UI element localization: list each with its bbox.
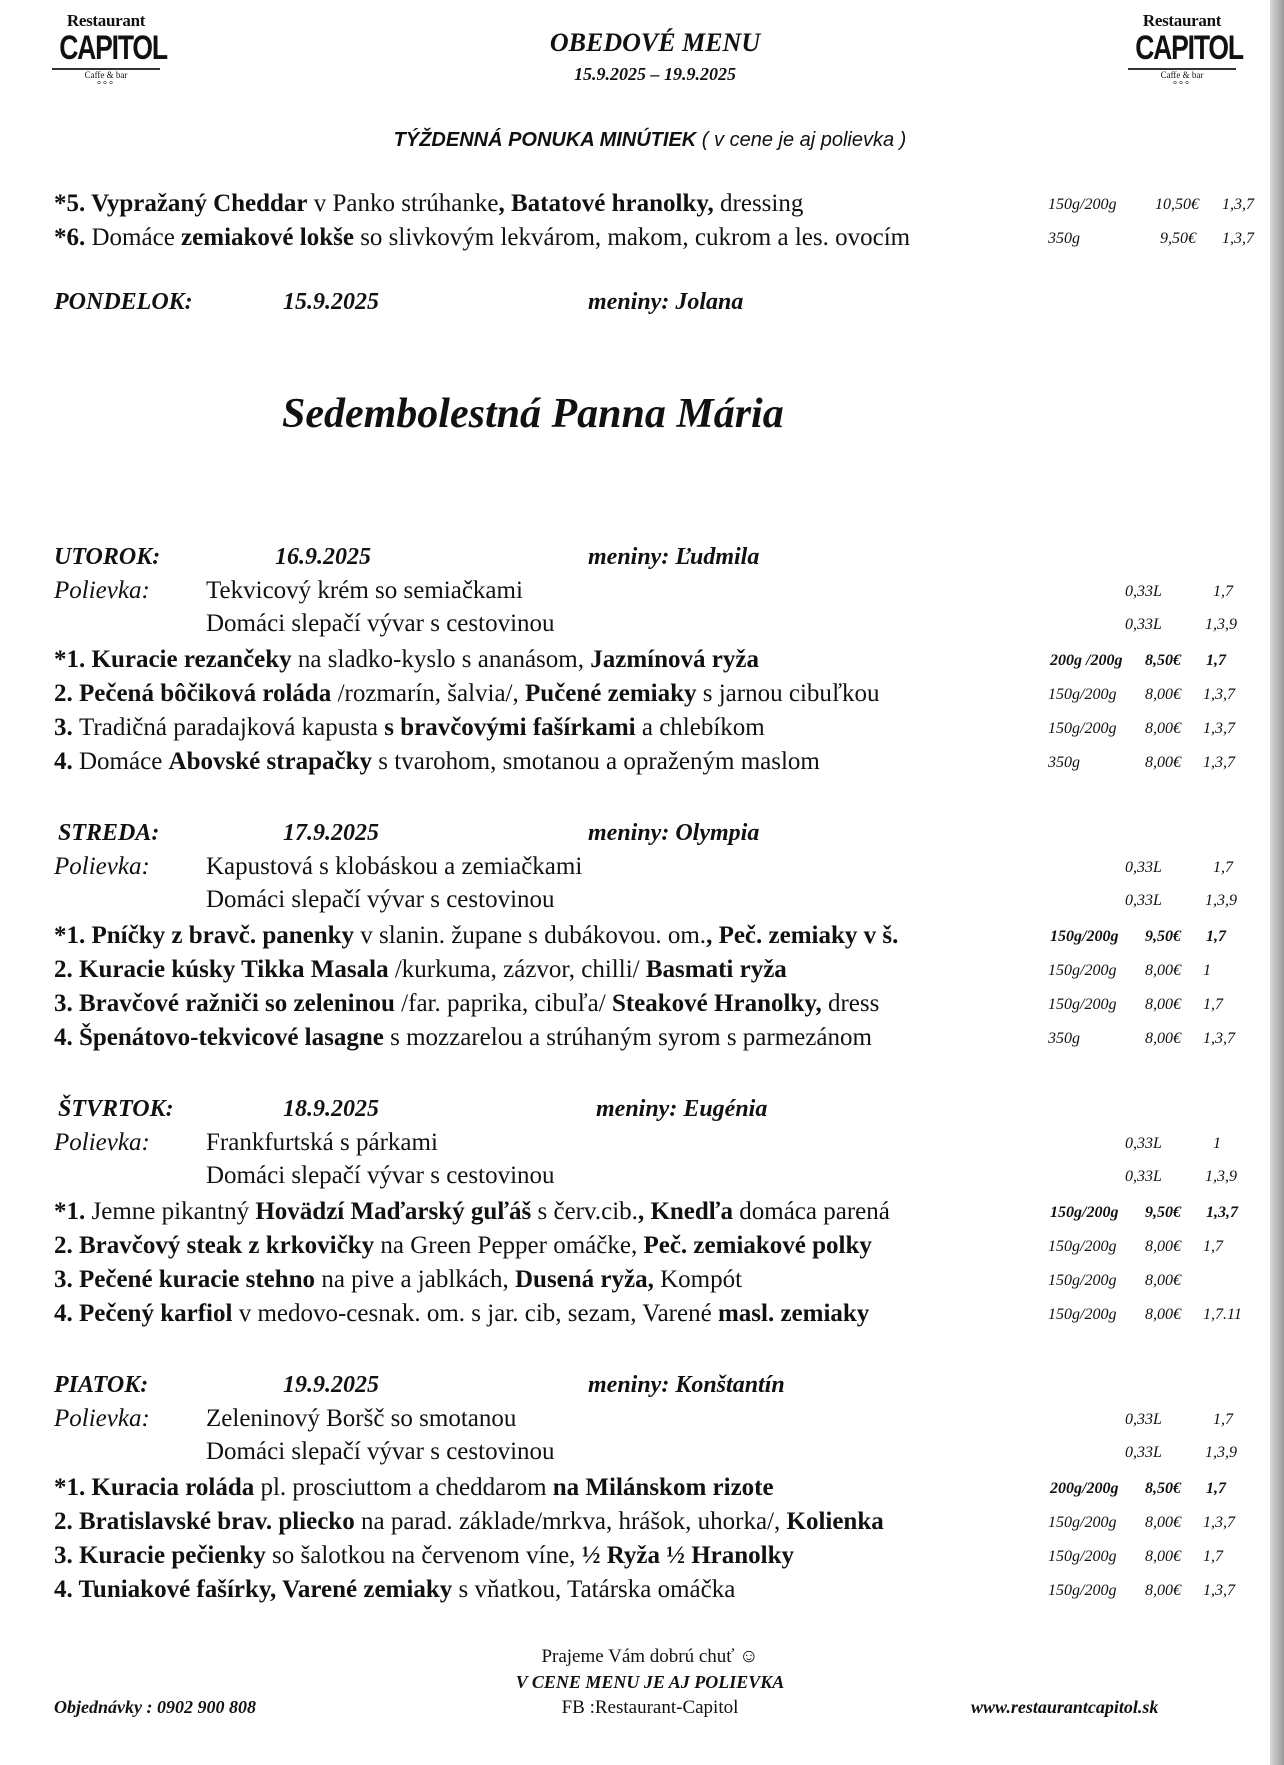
soup-row bbox=[0, 853, 1270, 885]
item-allergens: 1,3,7 bbox=[1203, 754, 1235, 771]
monday-nameday: meniny: Jolana bbox=[588, 289, 744, 315]
weekly-item-text bbox=[54, 224, 910, 252]
logo-ornament: °°° bbox=[97, 80, 115, 91]
item-text-segment: so šalotkou na červenom víne, bbox=[265, 1542, 582, 1569]
item-text-segment: a chlebíkom bbox=[635, 714, 765, 741]
item-text-segment: ½ Ryža ½ Hranolky bbox=[581, 1542, 795, 1569]
item-weight: 150g/200g bbox=[1048, 720, 1117, 737]
item-text-segment: Kolienka bbox=[786, 1508, 884, 1535]
soup-row bbox=[0, 577, 1270, 609]
meal-row bbox=[0, 922, 1270, 954]
item-price: 8,00€ bbox=[1145, 1306, 1181, 1323]
meal-row bbox=[0, 1300, 1270, 1332]
item-weight: 350g bbox=[1048, 754, 1080, 771]
item-text-segment: s jarnou cibuľkou bbox=[696, 680, 880, 707]
item-text-segment: Abovské strapačky bbox=[168, 748, 373, 775]
soup-label: Polievka: bbox=[54, 1405, 150, 1432]
soup-label: Polievka: bbox=[54, 577, 150, 604]
item-text-segment: Pučené zemiaky bbox=[525, 680, 697, 707]
meal-row bbox=[0, 1542, 1270, 1574]
monday-holiday: Sedembolestná Panna Mária bbox=[282, 391, 784, 437]
soup-name: Frankfurtská s párkami bbox=[206, 1129, 438, 1156]
meal-row bbox=[0, 1024, 1270, 1056]
meal-text bbox=[54, 1576, 735, 1604]
logo-left bbox=[46, 12, 166, 112]
item-text-segment: masl. zemiaky bbox=[717, 1300, 870, 1327]
item-allergens: 1 bbox=[1203, 962, 1211, 979]
monday-day: PONDELOK: bbox=[54, 289, 193, 315]
item-text-segment: , Knedľa bbox=[637, 1198, 734, 1225]
meal-text bbox=[54, 646, 759, 674]
soup-name: Domáci slepačí vývar s cestovinou bbox=[206, 610, 555, 637]
item-weight: 150g/200g bbox=[1048, 686, 1117, 703]
logo-main-text: CAPITOL bbox=[59, 29, 167, 67]
footer-orders-phone: Objednávky : 0902 900 808 bbox=[54, 1697, 256, 1717]
item-price: 9,50€ bbox=[1160, 230, 1196, 247]
item-text-segment: 2. Kuracie kúsky Tikka Masala bbox=[54, 956, 389, 983]
item-text-segment: 3. bbox=[54, 714, 79, 741]
item-text-segment: dress bbox=[821, 990, 880, 1017]
logo-top-text: Restaurant bbox=[66, 11, 146, 30]
day-name: STREDA: bbox=[58, 820, 160, 846]
item-weight: 150g/200g bbox=[1050, 928, 1119, 945]
item-weight: 0,33L bbox=[1125, 583, 1162, 600]
meal-text bbox=[54, 1542, 794, 1570]
item-weight: 0,33L bbox=[1125, 1168, 1162, 1185]
item-text-segment: /far. paprika, cibuľa/ bbox=[394, 990, 612, 1017]
item-price: 8,00€ bbox=[1145, 1238, 1181, 1255]
soup-name: Domáci slepačí vývar s cestovinou bbox=[206, 886, 555, 913]
item-price: 8,00€ bbox=[1145, 1582, 1181, 1599]
item-weight: 0,33L bbox=[1125, 1411, 1162, 1428]
logo-sub-text: Caffe & bar bbox=[84, 70, 128, 80]
item-text-segment: Dusená ryža, bbox=[514, 1266, 654, 1293]
item-price: 8,50€ bbox=[1145, 1480, 1181, 1497]
item-text-segment: *1. Kuracia roláda bbox=[54, 1474, 255, 1501]
item-text-segment: /rozmarín, šalvia/, bbox=[331, 680, 526, 707]
item-text-segment: 4. Špenátovo-tekvicové lasagne bbox=[54, 1024, 384, 1051]
item-text-segment: Domáce bbox=[79, 748, 169, 775]
weekly-offer-heading bbox=[0, 129, 1284, 152]
day-nameday: meniny: Konštantín bbox=[588, 1372, 785, 1398]
item-weight: 150g/200g bbox=[1048, 1514, 1117, 1531]
logo-main-text: CAPITOL bbox=[1135, 29, 1243, 67]
item-text-segment: so slivkovým lekvárom, makom, cukrom a les. ovocím bbox=[353, 224, 911, 251]
item-text-segment: 3. Kuracie pečienky bbox=[54, 1542, 266, 1569]
logo-ornament: °°° bbox=[1173, 80, 1191, 91]
meal-text bbox=[54, 1474, 774, 1502]
item-text-segment: 4. bbox=[54, 748, 79, 775]
item-weight: 350g bbox=[1048, 230, 1080, 247]
item-text-segment: na sladko-kyslo s ananásom, bbox=[291, 646, 591, 673]
item-text-segment: /kurkuma, zázvor, chilli/ bbox=[388, 956, 646, 983]
meal-text bbox=[54, 922, 898, 950]
item-text-segment: , Batatové hranolky, bbox=[498, 190, 714, 217]
meal-text bbox=[54, 714, 765, 742]
item-weight: 150g/200g bbox=[1048, 1548, 1117, 1565]
item-text-segment: *6. bbox=[54, 224, 92, 251]
day-name: UTOROK: bbox=[54, 544, 161, 570]
item-text-segment: s mozzarelou a strúhaným syrom s parmezánom bbox=[383, 1024, 872, 1051]
item-text-segment: s tvarohom, smotanou a opraženým maslom bbox=[372, 748, 820, 775]
item-allergens: 1,3,7 bbox=[1222, 196, 1254, 213]
item-text-segment: Kompót bbox=[653, 1266, 743, 1293]
item-text-segment: 2. Bratislavské brav. pliecko bbox=[54, 1508, 355, 1535]
monday-date: 15.9.2025 bbox=[283, 289, 379, 315]
day-name: ŠTVRTOK: bbox=[58, 1096, 174, 1122]
soup-row bbox=[0, 1405, 1270, 1437]
item-text-segment: Vypražaný Cheddar bbox=[91, 190, 308, 217]
item-text-segment: na Milánskom rizote bbox=[552, 1474, 774, 1501]
item-allergens: 1,3,9 bbox=[1205, 1444, 1237, 1461]
weekly-offer-title: TÝŽDENNÁ PONUKA MINÚTIEK bbox=[393, 129, 697, 151]
item-text-segment: 4. Tuniakové fašírky, Varené zemiaky bbox=[54, 1576, 453, 1603]
item-price: 8,00€ bbox=[1145, 962, 1181, 979]
item-text-segment: v Panko strúhanke bbox=[307, 190, 499, 217]
day-date: 19.9.2025 bbox=[283, 1372, 379, 1398]
day-date: 17.9.2025 bbox=[283, 820, 379, 846]
meal-row bbox=[0, 1198, 1270, 1230]
item-text-segment: s vňatkou, Tatárska omáčka bbox=[452, 1576, 736, 1603]
item-text-segment: Tradičná paradajková kapusta bbox=[79, 714, 385, 741]
item-allergens: 1,3,7 bbox=[1203, 720, 1235, 737]
weekly-item bbox=[0, 224, 1270, 256]
meal-text bbox=[54, 1508, 884, 1536]
item-allergens: 1,3,7 bbox=[1203, 1582, 1235, 1599]
meal-row bbox=[0, 1232, 1270, 1264]
item-text-segment: 2. Pečená bôčiková roláda bbox=[54, 680, 332, 707]
item-allergens: 1,7 bbox=[1206, 652, 1226, 669]
item-weight: 150g/200g bbox=[1048, 1272, 1117, 1289]
day-date: 16.9.2025 bbox=[275, 544, 371, 570]
item-text-segment: v slanin. župane s dubákovou. om. bbox=[354, 922, 707, 949]
item-text-segment: Jemne pikantný bbox=[91, 1198, 256, 1225]
meal-text bbox=[54, 990, 879, 1018]
item-text-segment: zemiakové lokše bbox=[181, 224, 354, 251]
footer-wish: Prajeme Vám dobrú chuť ☺ bbox=[541, 1646, 759, 1667]
item-price: 8,00€ bbox=[1145, 1548, 1181, 1565]
item-weight: 150g/200g bbox=[1048, 1238, 1117, 1255]
item-text-segment: Hovädzí Maďarský guľáš bbox=[255, 1198, 532, 1225]
meal-row bbox=[0, 1474, 1270, 1506]
item-weight: 0,33L bbox=[1125, 616, 1162, 633]
item-weight: 150g/200g bbox=[1048, 996, 1117, 1013]
item-allergens: 1,3,7 bbox=[1203, 1514, 1235, 1531]
item-text-segment: s červ.cib. bbox=[531, 1198, 638, 1225]
item-text-segment: Jazmínová ryža bbox=[590, 646, 759, 673]
soup-name: Kapustová s klobáskou a zemiačkami bbox=[206, 853, 583, 880]
meal-row bbox=[0, 1508, 1270, 1540]
meal-text bbox=[54, 1198, 890, 1226]
soup-name: Domáci slepačí vývar s cestovinou bbox=[206, 1162, 555, 1189]
soup-name: Domáci slepačí vývar s cestovinou bbox=[206, 1438, 555, 1465]
weekly-offer-note: ( v cene je aj polievka ) bbox=[701, 129, 907, 151]
logo-right bbox=[1122, 12, 1242, 112]
item-text-segment: 2. Bravčový steak z krkovičky bbox=[54, 1232, 375, 1259]
item-price: 8,00€ bbox=[1145, 720, 1181, 737]
item-allergens: 1,7 bbox=[1213, 859, 1233, 876]
item-allergens: 1,7 bbox=[1213, 1411, 1233, 1428]
meal-row bbox=[0, 1266, 1270, 1298]
meal-text bbox=[54, 1300, 869, 1328]
item-text-segment: Basmati ryža bbox=[645, 956, 787, 983]
day-nameday: meniny: Eugénia bbox=[596, 1096, 768, 1122]
soup-row bbox=[0, 1438, 1270, 1470]
item-weight: 0,33L bbox=[1125, 1444, 1162, 1461]
item-text-segment: , Peč. zemiaky v š. bbox=[706, 922, 899, 949]
item-allergens: 1,3,9 bbox=[1205, 616, 1237, 633]
item-price: 8,00€ bbox=[1145, 1272, 1181, 1289]
footer-facebook: FB :Restaurant-Capitol bbox=[561, 1697, 739, 1718]
item-weight: 150g/200g bbox=[1048, 1582, 1117, 1599]
item-weight: 200g /200g bbox=[1050, 652, 1123, 669]
item-text-segment: 4. Pečený karfiol bbox=[54, 1300, 233, 1327]
item-allergens: 1,3,7 bbox=[1203, 686, 1235, 703]
item-text-segment: 3. Bravčové ražniči so zeleninou bbox=[54, 990, 395, 1017]
meal-row bbox=[0, 990, 1270, 1022]
item-price: 9,50€ bbox=[1145, 1204, 1181, 1221]
meal-text bbox=[54, 680, 880, 708]
soup-name: Tekvicový krém so semiačkami bbox=[206, 577, 523, 604]
item-text-segment: 3. Pečené kuracie stehno bbox=[54, 1266, 316, 1293]
item-text-segment: pl. prosciuttom a cheddarom bbox=[254, 1474, 553, 1501]
item-price: 8,00€ bbox=[1145, 754, 1181, 771]
item-allergens: 1,7 bbox=[1203, 1238, 1223, 1255]
soup-label: Polievka: bbox=[54, 853, 150, 880]
soup-row bbox=[0, 886, 1270, 918]
item-weight: 150g/200g bbox=[1048, 962, 1117, 979]
item-weight: 150g/200g bbox=[1050, 1204, 1119, 1221]
item-text-segment: dressing bbox=[713, 190, 804, 217]
logo-sub-text: Caffe & bar bbox=[1160, 70, 1204, 80]
item-weight: 150g/200g bbox=[1048, 1306, 1117, 1323]
item-text-segment: *1. Kuracie rezančeky bbox=[54, 646, 292, 673]
item-text-segment: domáca parená bbox=[733, 1198, 890, 1225]
item-allergens: 1,3,7 bbox=[1206, 1204, 1238, 1221]
item-text-segment: s bravčovými fašírkami bbox=[384, 714, 636, 741]
meal-row bbox=[0, 646, 1270, 678]
weekly-item-text bbox=[54, 190, 803, 218]
item-price: 8,00€ bbox=[1145, 1030, 1181, 1047]
day-nameday: meniny: Ľudmila bbox=[588, 544, 760, 570]
item-allergens: 1,7.11 bbox=[1203, 1306, 1242, 1323]
item-allergens: 1,3,7 bbox=[1222, 230, 1254, 247]
item-text-segment: v medovo-cesnak. om. s jar. cib, sezam, Varené bbox=[232, 1300, 718, 1327]
meal-text bbox=[54, 1266, 742, 1294]
menu-title: OBEDOVÉ MENU bbox=[549, 28, 761, 57]
item-text-segment: Peč. zemiakové polky bbox=[643, 1232, 872, 1259]
day-nameday: meniny: Olympia bbox=[588, 820, 760, 846]
meal-row bbox=[0, 714, 1270, 746]
item-price: 9,50€ bbox=[1145, 928, 1181, 945]
meal-row bbox=[0, 956, 1270, 988]
footer-website[interactable]: www.restaurantcapitol.sk bbox=[971, 1697, 1159, 1717]
item-allergens: 1 bbox=[1213, 1135, 1221, 1152]
item-price: 8,00€ bbox=[1145, 686, 1181, 703]
item-weight: 200g/200g bbox=[1050, 1480, 1119, 1497]
item-price: 8,00€ bbox=[1145, 1514, 1181, 1531]
item-text-segment: *5. bbox=[54, 190, 92, 217]
item-weight: 0,33L bbox=[1125, 892, 1162, 909]
soup-row bbox=[0, 610, 1270, 642]
meal-text bbox=[54, 1024, 872, 1052]
meal-text bbox=[54, 956, 787, 984]
item-allergens: 1,7 bbox=[1203, 1548, 1223, 1565]
item-text-segment: na parad. základe/mrkva, hrášok, uhorka/, bbox=[354, 1508, 787, 1535]
item-allergens: 1,3,7 bbox=[1203, 1030, 1235, 1047]
item-weight: 0,33L bbox=[1125, 1135, 1162, 1152]
item-text-segment: Domáce bbox=[91, 224, 182, 251]
meal-row bbox=[0, 748, 1270, 780]
item-allergens: 1,7 bbox=[1206, 1480, 1226, 1497]
item-text-segment: *1. Pníčky z bravč. panenky bbox=[54, 922, 355, 949]
item-allergens: 1,3,9 bbox=[1205, 1168, 1237, 1185]
item-allergens: 1,7 bbox=[1213, 583, 1233, 600]
item-weight: 0,33L bbox=[1125, 859, 1162, 876]
item-price: 8,00€ bbox=[1145, 996, 1181, 1013]
soup-row bbox=[0, 1162, 1270, 1194]
logo-top-text: Restaurant bbox=[1142, 11, 1222, 30]
meal-text bbox=[54, 1232, 872, 1260]
item-price: 8,50€ bbox=[1145, 652, 1181, 669]
item-allergens: 1,3,9 bbox=[1205, 892, 1237, 909]
meal-row bbox=[0, 680, 1270, 712]
footer-note: V CENE MENU JE AJ POLIEVKA bbox=[515, 1672, 785, 1692]
day-name: PIATOK: bbox=[54, 1372, 149, 1398]
item-text-segment: *1. bbox=[54, 1198, 92, 1225]
weekly-item bbox=[0, 190, 1270, 222]
day-date: 18.9.2025 bbox=[283, 1096, 379, 1122]
item-weight: 150g/200g bbox=[1048, 196, 1117, 213]
item-allergens: 1,7 bbox=[1206, 928, 1226, 945]
item-allergens: 1,7 bbox=[1203, 996, 1223, 1013]
page-edge bbox=[1270, 0, 1284, 1765]
item-price: 10,50€ bbox=[1155, 196, 1199, 213]
item-text-segment: na Green Pepper omáčke, bbox=[374, 1232, 644, 1259]
soup-row bbox=[0, 1129, 1270, 1161]
menu-dates: 15.9.2025 – 19.9.2025 bbox=[574, 64, 736, 84]
item-text-segment: Steakové Hranolky, bbox=[611, 990, 822, 1017]
item-weight: 350g bbox=[1048, 1030, 1080, 1047]
soup-label: Polievka: bbox=[54, 1129, 150, 1156]
meal-row bbox=[0, 1576, 1270, 1608]
item-text-segment: na pive a jablkách, bbox=[315, 1266, 515, 1293]
soup-name: Zeleninový Boršč so smotanou bbox=[206, 1405, 517, 1432]
meal-text bbox=[54, 748, 820, 776]
